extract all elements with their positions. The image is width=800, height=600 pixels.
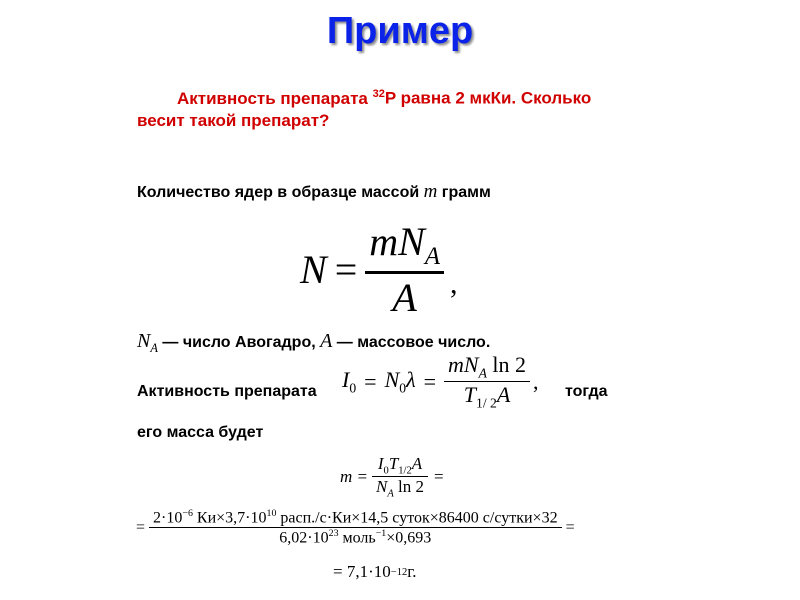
equation-nuclei-count bbox=[300, 218, 457, 321]
calc-den-p1: 6,02·10 bbox=[279, 529, 329, 547]
activity-label: Активность препарата bbox=[137, 383, 317, 400]
eq1-comma: , bbox=[449, 266, 458, 300]
n0-sub: 0 bbox=[399, 380, 407, 396]
calc-den-p3: ×0,693 bbox=[386, 529, 432, 547]
activity-denominator bbox=[460, 382, 515, 411]
act-num-ln: ln 2 bbox=[486, 352, 527, 377]
slide-title: Пример bbox=[326, 10, 474, 52]
mass-denominator bbox=[372, 477, 428, 499]
act-den-t: T bbox=[463, 382, 476, 408]
nuclei-text-before: Количество ядер в образце массой bbox=[137, 184, 424, 201]
calc-num-p3: расп./с·Ки×14,5 суток×86400 с/сутки×32 bbox=[276, 509, 558, 527]
eq1-num-sub: A bbox=[424, 243, 440, 270]
calc-num-p2-sup: 10 bbox=[266, 508, 277, 519]
calc-denominator bbox=[275, 528, 435, 547]
mass-num-a: A bbox=[411, 454, 423, 473]
avogadro-text: — число Авогадро, bbox=[157, 334, 321, 351]
problem-text-before: Активность препарата bbox=[177, 88, 373, 108]
nuclei-count-text bbox=[137, 181, 491, 203]
mass-numerator bbox=[374, 454, 426, 476]
equation-result bbox=[333, 562, 417, 582]
problem-text-after: P равна 2 мкКи. Сколько bbox=[384, 88, 592, 108]
mass-tail-equals: = bbox=[434, 466, 444, 486]
eq1-num-text: mN bbox=[369, 219, 425, 264]
problem-statement bbox=[137, 83, 637, 132]
act-den-sub: 1/ 2 bbox=[476, 395, 497, 411]
calc-fraction bbox=[149, 508, 562, 548]
problem-question: весит такой препарат? bbox=[137, 110, 330, 130]
activity-then: тогда bbox=[565, 383, 608, 400]
nuclei-text-after: грамм bbox=[437, 184, 491, 201]
mass-number-symbol: A bbox=[320, 330, 333, 352]
i0-sub: 0 bbox=[349, 380, 357, 396]
mass-den-sub: A bbox=[387, 488, 394, 500]
avogadro-var: N bbox=[137, 330, 151, 352]
result-unit: г. bbox=[407, 562, 417, 581]
calc-tail-equals: = bbox=[565, 518, 575, 536]
act-num-sub: A bbox=[478, 365, 487, 381]
activity-eq2: = bbox=[423, 368, 437, 394]
mass-num-t-sub: 1/2 bbox=[398, 465, 412, 477]
mass-lhs: m = bbox=[340, 466, 368, 486]
mass-num-i: I bbox=[377, 454, 384, 473]
calc-numerator bbox=[149, 508, 562, 527]
result-value: = 7,1·10 bbox=[333, 562, 391, 581]
activity-fraction bbox=[444, 352, 530, 412]
equation-calculation bbox=[136, 508, 575, 548]
activity-n0 bbox=[385, 367, 416, 396]
activity-i0 bbox=[342, 367, 356, 396]
eq1-fraction bbox=[365, 218, 444, 321]
eq1-equals: = bbox=[334, 247, 358, 292]
mass-text: его масса будет bbox=[137, 424, 264, 441]
result-exponent: −12 bbox=[390, 566, 408, 578]
mass-fraction bbox=[372, 454, 428, 500]
calc-num-p2: Ки×3,7·10 bbox=[192, 509, 267, 527]
calc-den-p1-sup: 23 bbox=[328, 528, 339, 540]
activity-numerator bbox=[444, 352, 530, 381]
eq1-denominator: A bbox=[392, 275, 417, 320]
calc-lead-equals: = bbox=[136, 518, 146, 536]
avogadro-sub: A bbox=[150, 341, 158, 355]
mass-num-i-sub: 0 bbox=[383, 465, 389, 477]
eq1-numerator bbox=[365, 218, 444, 271]
calc-num-p1: 2·10 bbox=[153, 509, 183, 527]
act-num-text: mN bbox=[448, 352, 479, 377]
mass-num-t: T bbox=[388, 454, 399, 473]
calc-den-p2: моль bbox=[338, 529, 376, 547]
mass-variable: m bbox=[423, 181, 438, 202]
calc-num-p1-sup: −6 bbox=[182, 508, 193, 519]
activity-comma: , bbox=[533, 368, 539, 394]
mass-number-text: — массовое число. bbox=[332, 334, 491, 351]
calc-den-p2-sup: −1 bbox=[375, 528, 387, 540]
i0-var: I bbox=[342, 367, 350, 393]
isotope-mass-number: 32 bbox=[372, 88, 385, 100]
equation-activity bbox=[342, 352, 539, 412]
equation-mass bbox=[340, 454, 444, 500]
eq1-lhs: N bbox=[300, 247, 327, 292]
act-den-a: A bbox=[496, 382, 511, 408]
mass-den-ln: ln 2 bbox=[393, 477, 425, 497]
avogadro-symbol bbox=[137, 330, 158, 355]
activity-eq1: = bbox=[364, 368, 377, 394]
n0-var: N bbox=[384, 367, 400, 393]
lambda-var: λ bbox=[406, 367, 416, 393]
mass-den-n: N bbox=[376, 477, 388, 497]
